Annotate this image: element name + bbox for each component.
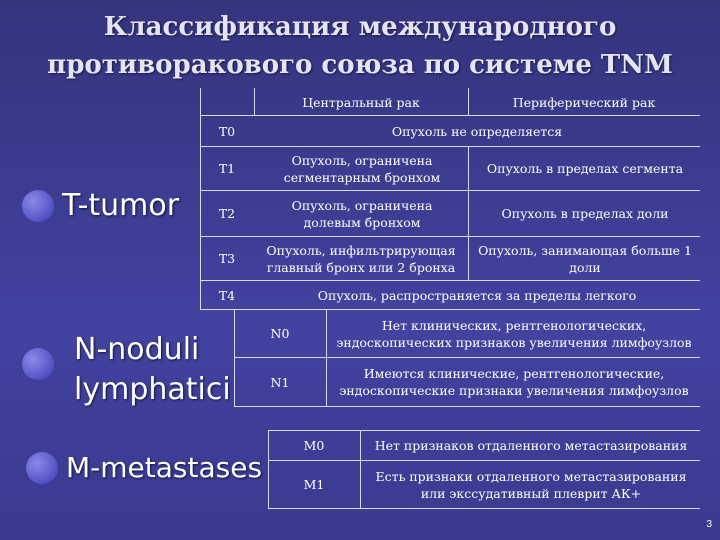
m0-code: M0 [303,438,325,453]
bullet-t-label: T-tumor [62,188,180,223]
page-number: 3 [706,519,712,530]
t-header-peripheral: Периферический рак [512,95,656,110]
t1-peripheral: Опухоль в пределах сегмента [486,161,684,176]
bullet-n-icon [22,348,54,380]
n1-description: Имеются клинические, рентгенологические, эндоскопические признаки увеличения лимфоузлов [339,366,689,398]
m1-code: M1 [303,477,325,492]
bullet-m-icon [26,452,58,484]
n1-code: N1 [270,374,290,390]
m0-description: Нет признаков отдаленного метастазирования [374,438,688,453]
slide-title: Классификация международного противоракового союза по системе TNM [47,12,673,80]
n0-description: Нет клинических, рентгенологических, эндоскопических признаков увеличения лимфоузлов [336,317,692,350]
t-table-line [468,146,469,280]
t4-description: Опухоль, распространяется за пределы легкого [317,287,637,303]
t2-central: Опухоль, ограничена долевым бронхом [291,197,433,230]
n-table-line [234,406,700,407]
bullet-n-label: N-noduli lymphatici [74,332,231,407]
m-table-line [360,430,361,508]
m-table-line [268,508,700,509]
bullet-t-icon [22,190,54,222]
m1-description: Есть признаки отдаленного метастазирования или экссудативный плеврит АК+ [375,468,687,501]
bullet-m-label: M-metastases [66,451,263,484]
t2-peripheral: Опухоль в пределах доли [501,206,669,221]
t3-peripheral: Опухоль, занимающая больше 1 доли [478,242,692,275]
n-table-line [326,309,327,406]
t0-code: T0 [218,123,236,139]
t0-description: Опухоль не определяется [391,123,563,139]
n0-code: N0 [270,326,290,341]
t1-code: T1 [218,161,236,176]
t4-code: T4 [218,287,236,303]
t1-central: Опухоль, ограничена сегментарным бронхом [283,152,441,185]
t3-central: Опухоль, инфильтрирующая главный бронх или 2 бронха [266,242,456,275]
t2-code: T2 [218,206,236,221]
t3-code: T3 [218,251,236,266]
t-header-central: Центральный рак [302,95,420,110]
